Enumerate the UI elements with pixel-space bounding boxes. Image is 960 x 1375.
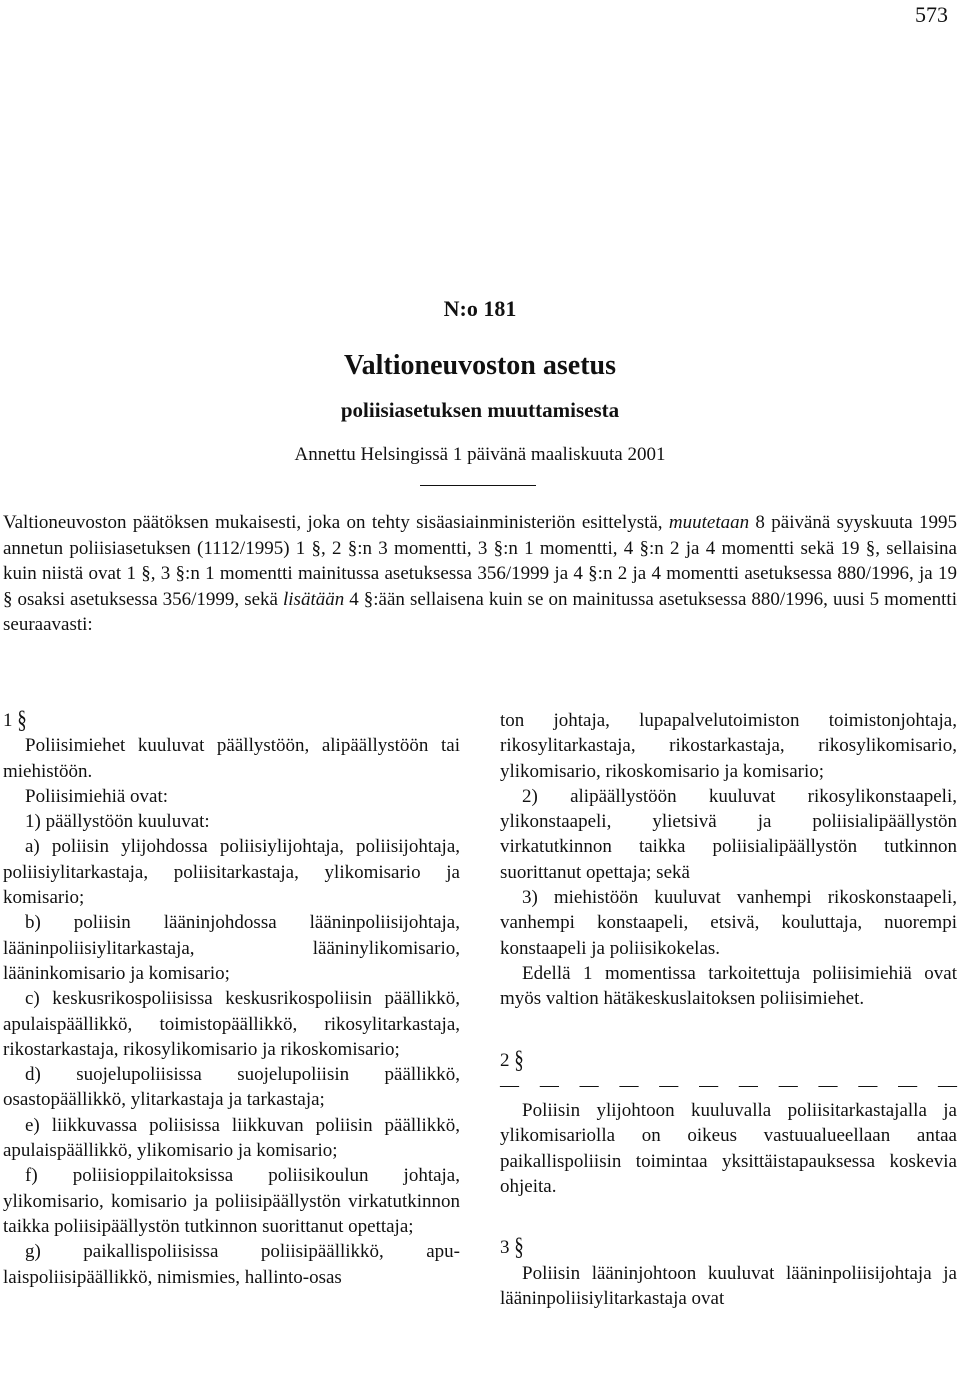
section-3-number: 3	[500, 1237, 510, 1259]
section-1-item-1g: g) paikallispoliisissa poliisipäällikkö, apulaispoliisipäällikkö, nimismies, hallinto-osas	[3, 1241, 460, 1288]
section-3-paragraph: Poliisin lääninjohtoon kuuluvat lääninpoliisijohtaja ja lääninpoliisiylitarkastaja ovat	[500, 1262, 957, 1309]
section-2-heading	[500, 1045, 957, 1075]
preamble-keyword-lisataan: lisätään	[283, 588, 345, 610]
document-subtitle: poliisiasetuksen muuttamisesta	[340, 398, 620, 422]
issue-date-line: Annettu Helsingissä 1 päivänä maaliskuuta 2001	[294, 444, 666, 465]
section-1-item-1d: d) suojelupoliisissa suojelupoliisin päällikkö, osastopäällikkö, ylitarkastaja ja tarkastaja;	[3, 1064, 460, 1111]
page-number: 573	[915, 2, 948, 27]
section-1-item-1e: e) liikkuvassa poliisissa liikkuvan poliisin päällikkö, apulaispäällikkö, ylikomisario ja komisario;	[3, 1114, 460, 1162]
left-column	[3, 708, 460, 1290]
section-1-item-1f: f) poliisioppilaitoksissa poliisikoulun johtaja, ylikomisario, komisario ja poliisipäällystön virkatutkinnon taikka poliisipäällystön tutkinnon suorittanut opettaja;	[3, 1165, 460, 1237]
section-1-item-1g-continued: ton johtaja, lupapalvelutoimiston toimistonjohtaja, rikosylitarkastaja, rikostarkastaja, rikosylikomisario, ylikomisario, rikoskomisario ja komisario;	[500, 710, 957, 782]
section-1-heading	[3, 708, 460, 733]
section-sign: §	[514, 1045, 524, 1075]
preamble-paragraph	[3, 510, 957, 638]
preamble-keyword-muutetaan: muutetaan	[668, 512, 750, 533]
right-column	[500, 708, 957, 1311]
section-1-paragraph-1: Poliisimiehet kuuluvat päällystöön, alipäällystöön tai miehistöön.	[3, 735, 460, 782]
section-1-item-1: 1) päällystöön kuuluvat:	[25, 811, 210, 833]
title-divider	[420, 485, 536, 486]
section-sign: §	[514, 1233, 524, 1262]
preamble-text-1: Valtioneuvoston päätöksen mukaisesti, joka on tehty sisäasiainministeriön esittelystä,	[3, 512, 663, 533]
section-1-item-1a: a) poliisin ylijohdossa poliisiylijohtaja, poliisijohtaja, poliisiylitarkastaja, poliisitarkastaja, ylikomisario ja komisario;	[3, 836, 460, 909]
section-1-item-1c: c) keskusrikospoliisissa keskusrikospoliisin päällikkö, apulaispäällikkö, toimistopäällikkö, rikosylitarkastaja, rikostarkastaja, rikosylikomisario ja rikoskomisario;	[3, 988, 460, 1060]
section-1-paragraph-2: Poliisimiehiä ovat:	[25, 785, 169, 807]
section-1-paragraph-last: Edellä 1 momentissa tarkoitettuja poliisimiehiä ovat myös valtion hätäkeskuslaitoksen poliisimiehet.	[500, 962, 957, 1010]
omission-dashes: — — — — — — — — — — — —	[500, 1074, 957, 1096]
section-1-item-2: 2) alipäällystöön kuuluvat rikosylikonstaapeli, ylikonstaapeli, ylietsivä ja poliisialipäällystön virkatutkinnon taikka poliisialipäällystön tutkinnon suorittanut opettaja; sekä	[500, 785, 957, 883]
section-2-paragraph: Poliisin ylijohtoon kuuluvalla poliisitarkastajalla ja ylikomisariolla on oikeus vastuualueellaan antaa paikallispoliisin toimintaa yksittäistapauksessa koskevia ohjeita.	[500, 1100, 957, 1198]
document-number: N:o 181	[443, 296, 517, 321]
section-1-item-3: 3) miehistöön kuuluvat vanhempi rikoskonstaapeli, vanhempi konstaapeli, etsivä, kouluttaja, nuorempi konstaapeli ja poliisikokelas.	[500, 887, 957, 959]
section-3-heading	[500, 1235, 957, 1260]
preamble-text-3: 4 §:ään sellaisena kuin se on mainitussa asetuksessa 880/1996, uusi 5 momentti seuraavasti:	[3, 588, 957, 635]
document-title: Valtioneuvoston asetus	[343, 350, 616, 381]
preamble-text-2: 8 päivänä syyskuuta 1995 annetun poliisiasetuksen (1112/1995) 1 §, 2 §:n 3 momentti, 3 §:n 1 momentti, 4 §:n 2 ja 4 momentti sekä 19 §, sellaisina kuin niistä ovat 1 §, 3 §:n 1 momentti mainitussa asetuksessa 356/1999 ja 4 §:n 2 ja 4 momentti asetuksessa 880/1996, ja 19 § osaksi asetuksessa 356/1999, sekä	[3, 512, 957, 610]
section-1-item-1b: b) poliisin lääninjohdossa lääninpoliisijohtaja, lääninpoliisiylitarkastaja, lääninylikomisario, lääninkomisario ja komisario;	[3, 912, 460, 984]
section-2-number: 2	[500, 1049, 510, 1071]
section-1-number: 1	[3, 710, 13, 731]
section-sign: §	[17, 706, 27, 735]
